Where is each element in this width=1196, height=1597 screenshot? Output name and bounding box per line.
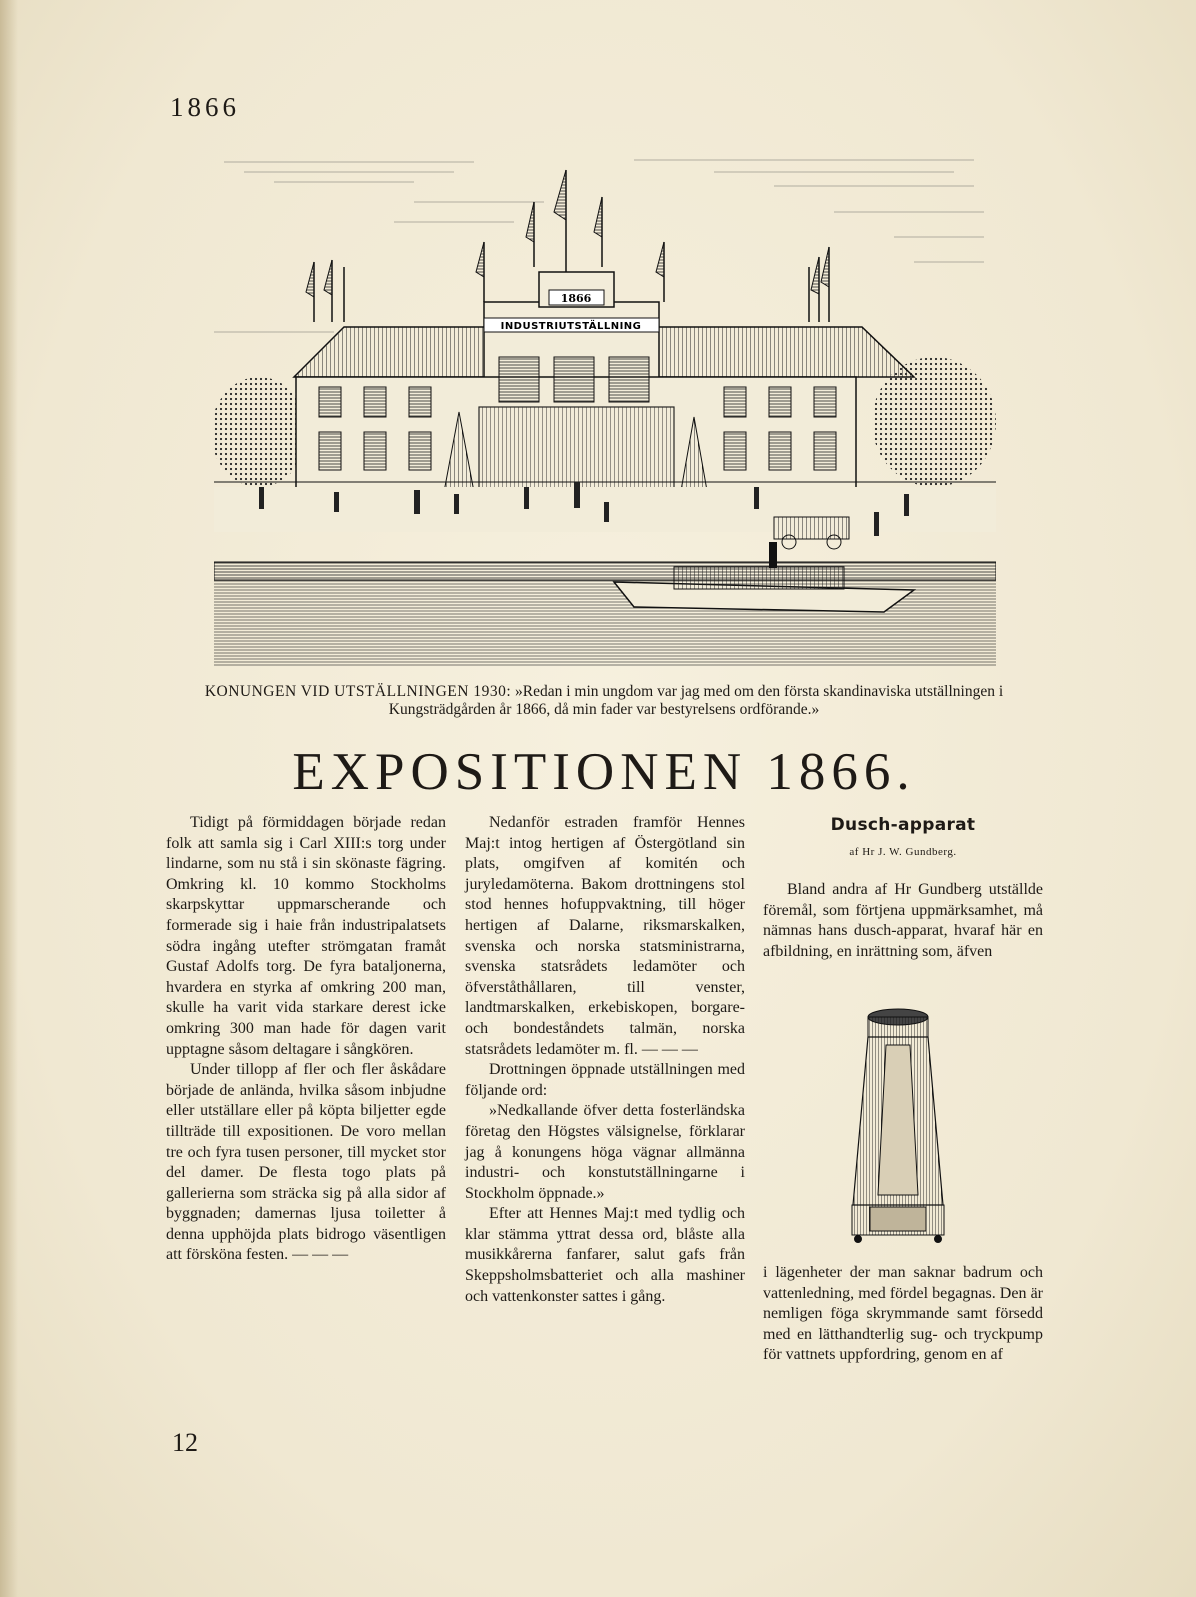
page-number: 12: [172, 1428, 198, 1457]
building-sign-year: 1866: [560, 292, 592, 305]
image-caption: [166, 683, 1042, 719]
column-2: [465, 813, 745, 1307]
shower-apparatus-engraving: [848, 1005, 948, 1245]
quay-wall: [214, 562, 996, 580]
article-title: EXPOSITIONEN 1866.: [292, 743, 916, 801]
left-trees: [214, 377, 307, 487]
paragraph: Nedanför estraden framför Hennes Maj:t intog hertigen af Östergötland sin plats, omgifven af komitén och juryledamöterna. Bakom drottningens stol stod hennes hofuppvaktning, till höger hertigen af Dalarne, riksmarskalken, svenska och norska statsministrarna, svenska statsrådets ledamöter och öfverståthållaren, till venster, landtmarskalken, erkebiskopen, borgare- och bondeståndets talmän, norska statsrådets ledamöter m. fl. — — —: [465, 814, 745, 1058]
running-header-year: 1866: [170, 92, 240, 122]
caption-lead: KONUNGEN VID UTSTÄLLNINGEN 1930:: [204, 683, 512, 700]
column-3-top: [763, 813, 1043, 963]
column-1: [166, 813, 446, 1266]
ad-byline: af Hr J. W. Gundberg.: [849, 845, 957, 858]
paragraph: Under tillopp af fler och fler åskådare började de anlända, hvilka såsom inbjudne eller utställare eller på köpta biljetter egde tillträde till expositionen. De voro mellan tre och fyra tusen personer, till mycket stor del damer. De flesta togo plats på gallerierna som sträcka sig på alla sidor af byggnaden; damernas ljusa toiletter å denna upphöjda plats bidrogo väsentligen att försköna festen. — — —: [166, 1061, 446, 1264]
paragraph: Bland andra af Hr Gundberg utställde föremål, som förtjena uppmärksamhet, må nämnas hans dusch-apparat, hvaraf här en afbildning, en inrättning som, äfven: [763, 881, 1043, 960]
exhibition-building-engraving: [214, 142, 996, 667]
column-3-bottom: [763, 1263, 1043, 1366]
paragraph: »Nedkallande öfver detta fosterländska företag den Högstes välsignelse, förklarar jag å konungens höga vägnar allmänna industri- och konstutställningarne i Stockholm öppnade.»: [465, 1102, 745, 1202]
ad-heading: Dusch-apparat: [830, 815, 976, 835]
building-sign-banner: INDUSTRIUTSTÄLLNING: [500, 321, 642, 332]
paragraph: Drottningen öppnade utställningen med följande ord:: [465, 1061, 745, 1099]
page-edge-shadow: [0, 0, 18, 1597]
paragraph: Efter att Hennes Maj:t med tydlig och klar stämma yttrat dessa ord, blåste alla musikkårerna fanfarer, salut gafs från Skeppsholmsbatteriet och alla mashiner och vattenkonster sattes i gång.: [465, 1205, 745, 1305]
paragraph: Tidigt på förmiddagen började redan folk att samla sig i Carl XIII:s torg under lindarne, som nu stå i sin skönaste fägring. Omkring kl. 10 kommo Stockholms skarpskyttar uppmarscherande och formerade sig i haie från industripalatsets södra ingång utefter strömgatan framåt Gustaf Adolfs torg. De fyra bataljonerna, hvardera en styrka af omkring 200 man, skulle ha varit vida starkare derest icke omkring 300 man hade för dagen varit upptagne såsom deltagare i sångkören.: [166, 814, 446, 1058]
caption-text: »Redan i min ungdom var jag med om den första skandinaviska utställningen i Kungsträdgården år 1866, då min fader var bestyrelsens ordförande.»: [388, 683, 1004, 718]
paragraph: i lägenheter der man saknar badrum och vattenledning, med fördel begagnas. Den är nemligen föga skrymmande samt försedd med en lätthandterlig sug- och tryckpump för vattnets uppfordring, genom en af: [763, 1264, 1043, 1364]
